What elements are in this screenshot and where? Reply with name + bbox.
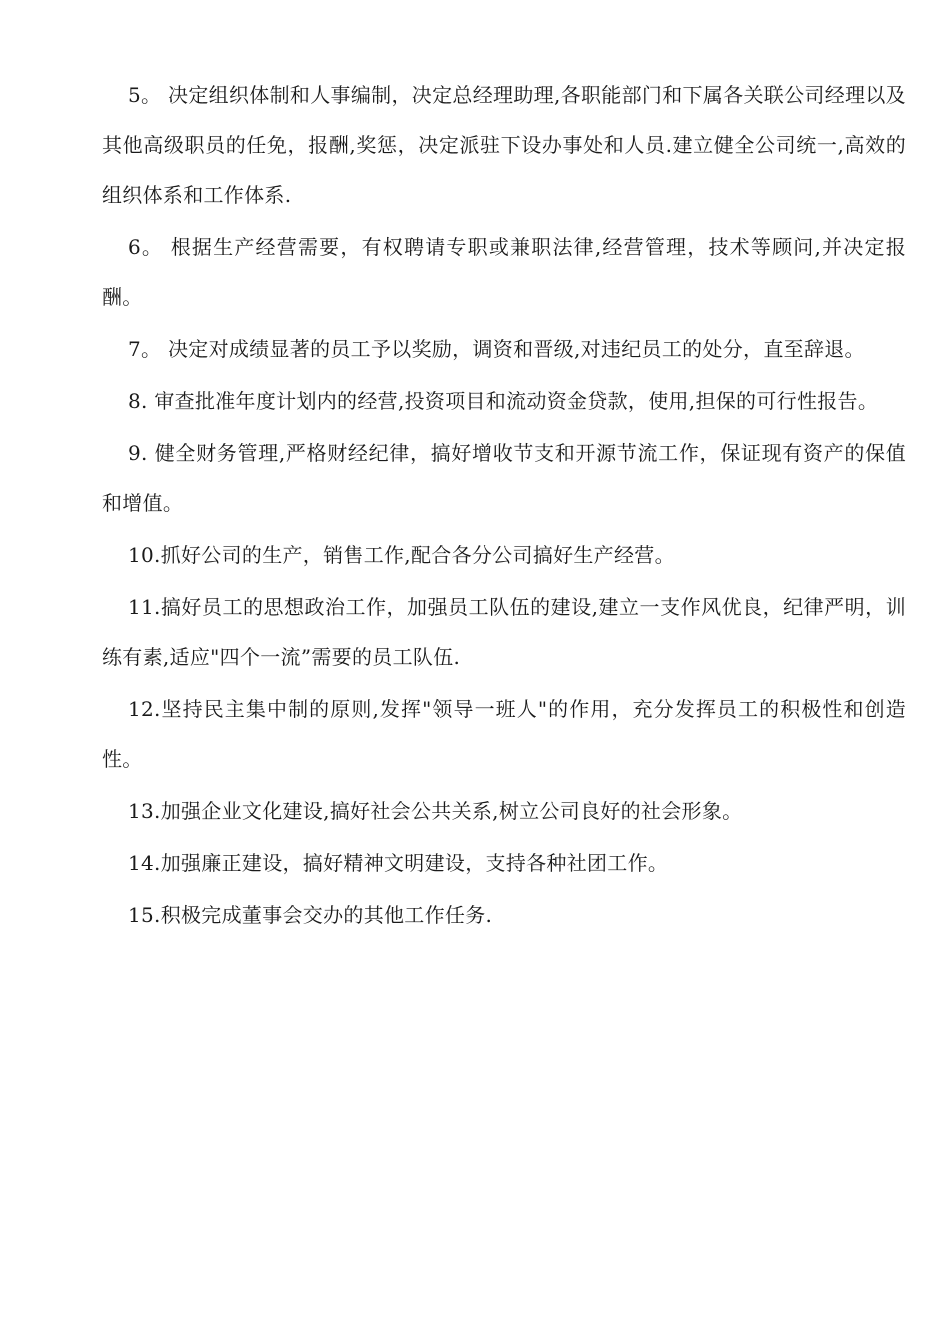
item-10: 10.抓好公司的生产，销售工作,配合各分公司搞好生产经营。 [128, 543, 675, 567]
item-15: 15.积极完成董事会交办的其他工作任务. [128, 903, 493, 927]
item-8: 8. 审查批准年度计划内的经营,投资项目和流动资金贷款，使用,担保的可行性报告。 [128, 389, 879, 413]
item-12: 12.坚持民主集中制的原则,发挥"领导一班人"的作用，充分发挥员工的积极性和创造性。 [102, 697, 906, 771]
item-7: 7。 决定对成绩显著的员工予以奖励，调资和晋级,对违纪员工的处分，直至辞退。 [128, 337, 865, 361]
document-body [102, 70, 906, 942]
item-14: 14.加强廉正建设，搞好精神文明建设，支持各种社团工作。 [128, 851, 669, 875]
item-5: 5。 决定组织体制和人事编制，决定总经理助理,各职能部门和下属各关联公司经理以及其他高级职员的任免，报酬,奖惩，决定派驻下设办事处和人员.建立健全公司统一,高效的组织体系和工作体系. [102, 83, 906, 207]
item-6: 6。 根据生产经营需要，有权聘请专职或兼职法律,经营管理，技术等顾问,并决定报酬。 [102, 235, 906, 309]
item-9: 9. 健全财务管理,严格财经纪律，搞好增收节支和开源节流工作，保证现有资产的保值和增值。 [102, 441, 906, 515]
item-13: 13.加强企业文化建设,搞好社会公共关系,树立公司良好的社会形象。 [128, 799, 743, 823]
item-11: 11.搞好员工的思想政治工作，加强员工队伍的建设,建立一支作风优良，纪律严明，训练有素,适应"四个一流”需要的员工队伍. [102, 595, 906, 669]
